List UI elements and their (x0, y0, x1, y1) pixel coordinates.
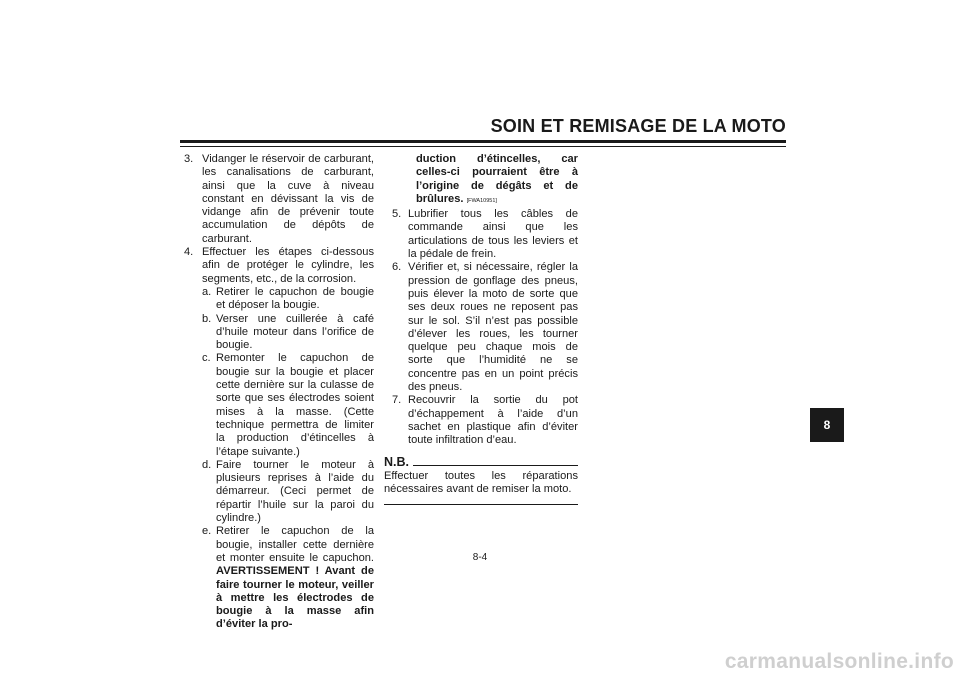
page-number: 8-4 (472, 552, 488, 563)
step-4 (184, 246, 374, 286)
substep-text: Remonter le capuchon de bougie sur la bougie et placer cette dernière sur la culasse de sorte que ses électrodes soient mises à la masse. (Cette technique permettra de limiter la production d’étincelles à l’étape suivante.) (216, 352, 374, 458)
substep-text: Retirer le capuchon de la bougie, installer cette dernière et monter ensuite le capuchon. (216, 525, 374, 564)
note-rule (413, 465, 578, 466)
substep-e (184, 525, 374, 631)
step-number: 7. (392, 394, 402, 407)
step-5 (384, 208, 578, 261)
step-number: 3. (184, 153, 194, 165)
substep-b (184, 313, 374, 353)
left-column (184, 153, 374, 632)
right-column (384, 153, 578, 505)
step-text: Recouvrir la sortie du pot d’échappement à l’aide d’un sachet en plastique afin d’éviter toute infiltration d’eau. (408, 394, 578, 447)
note-bottom-rule (384, 504, 578, 505)
substep-text: Retirer le capuchon de bougie et déposer la bougie. (216, 285, 374, 312)
note-label: N.B. (384, 454, 409, 469)
warning-text: duction d’étincelles, car celles-ci pourraient être à l’origine de dégâts et de brûlures. (416, 153, 578, 205)
substep-c (184, 352, 374, 458)
step-number: 5. (392, 208, 402, 221)
step-text: Vidanger le réservoir de carburant, les canalisations de carburant, ainsi que la cuve à niveau constant en dévissant la vis de vidange afin de prévenir toute accumulation de dépôts de carburant. (202, 153, 374, 245)
warning-text: AVERTISSEMENT ! Avant de faire tourner le moteur, veiller à mettre les électrodes de bougie à la masse afin d’éviter la pro- (216, 565, 374, 631)
header-rule-thick (180, 140, 786, 143)
substep-letter: a. (202, 285, 212, 298)
step-number: 4. (184, 246, 194, 259)
warning-code: [FWA10951] (466, 197, 497, 204)
step-7 (384, 394, 578, 447)
substep-text: Faire tourner le moteur à plusieurs reprises à l’aide du démarreur. (Ceci permet de répartir l’huile sur la paroi du cylindre.) (216, 458, 374, 525)
substep-letter: d. (202, 458, 212, 471)
step-number: 6. (392, 261, 402, 274)
step-text: Vérifier et, si nécessaire, régler la pression de gonflage des pneus, puis élever la moto de sorte que ses deux roues ne reposent pas sur le sol. S’il n’est pas possible d’élever les roues, les tourner quelque peu chaque mois de sorte que l’humidité ne se concentre pas en un point précis des pneus. (408, 261, 578, 394)
step-3 (184, 153, 374, 246)
page-title: SOIN ET REMISAGE DE LA MOTO (490, 116, 786, 136)
substep-letter: e. (202, 525, 212, 538)
step-text: Effectuer les étapes ci-dessous afin de protéger le cylindre, les segments, etc., de la corrosion. (202, 246, 374, 285)
warning-continuation (384, 153, 578, 208)
substep-letter: b. (202, 312, 212, 325)
substep-text: Verser une cuillerée à café d’huile moteur dans l’orifice de bougie. (216, 312, 374, 352)
note-text: Effectuer toutes les réparations nécessaires avant de remiser la moto. (384, 469, 578, 495)
note-block (384, 455, 578, 506)
substep-letter: c. (202, 352, 211, 365)
header-rule-thin (180, 146, 786, 147)
watermark: carmanualsonline.info (724, 650, 954, 673)
substep-a (184, 286, 374, 313)
step-6 (384, 261, 578, 394)
substep-d (184, 459, 374, 525)
step-text: Lubrifier tous les câbles de commande ainsi que les articulations de tous les leviers et la pédale de frein. (408, 208, 578, 261)
chapter-tab: 8 (810, 408, 844, 442)
note-header (384, 455, 578, 469)
